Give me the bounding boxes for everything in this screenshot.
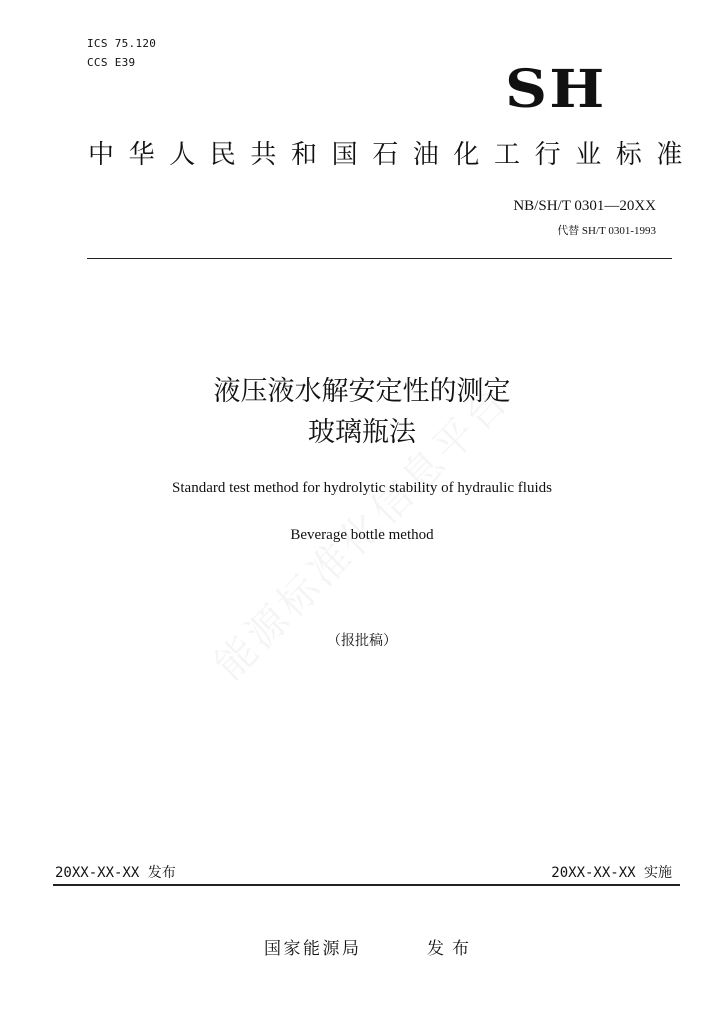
standard-title: 中华人民共和国石油化工行业标准 bbox=[88, 140, 698, 170]
ics-code: ICS 75.120 bbox=[87, 37, 157, 50]
standard-number: NB/SH/T 0301—20XX bbox=[513, 198, 656, 214]
replaces-standard: 代替 SH/T 0301-1993 bbox=[557, 225, 656, 237]
footer-divider bbox=[53, 884, 680, 886]
publish-date: 20XX-XX-XX 发布 bbox=[55, 865, 176, 881]
issue-word: 发布 bbox=[427, 939, 477, 959]
title-en-line1: Standard test method for hydrolytic stability of hydraulic fluids bbox=[172, 480, 552, 496]
title-cn-line2: 玻璃瓶法 bbox=[308, 417, 416, 448]
ccs-code: CCS E39 bbox=[87, 56, 136, 69]
title-en-line2: Beverage bottle method bbox=[290, 527, 434, 543]
title-cn-line1: 液压液水解安定性的测定 bbox=[213, 376, 511, 407]
issuer: 国家能源局 bbox=[264, 939, 362, 959]
sh-logo: SH bbox=[505, 59, 607, 120]
draft-label: （报批稿） bbox=[327, 633, 397, 649]
header-divider bbox=[87, 258, 672, 259]
implement-date: 20XX-XX-XX 实施 bbox=[551, 865, 672, 881]
